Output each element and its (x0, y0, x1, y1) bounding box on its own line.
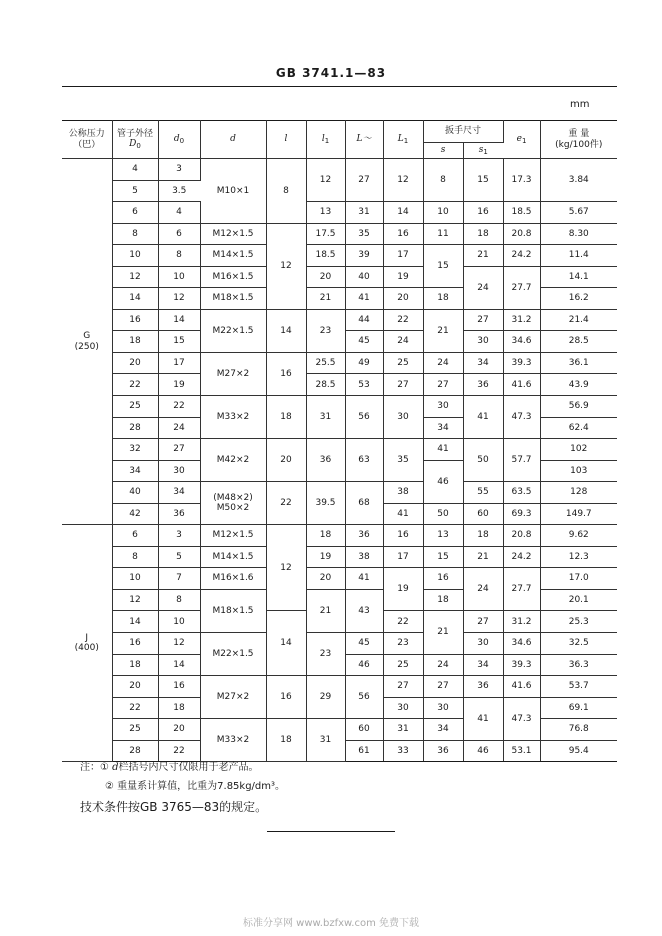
cell-l1: 28.5 (306, 374, 345, 396)
cell-s1: 30 (463, 331, 503, 353)
cell-l1: 18 (306, 525, 345, 547)
cell-e1: 63.5 (503, 482, 540, 504)
cell-L1: 14 (383, 202, 423, 224)
cell-l: 18 (266, 719, 306, 762)
cell-weight: 102 (540, 439, 617, 461)
cell-e1: 20.8 (503, 223, 540, 245)
note-1: 注：① d栏括号内尺寸仅限用于老产品。 (80, 762, 259, 773)
cell-s: 11 (423, 223, 463, 245)
header-l: l (266, 121, 306, 159)
cell-L: 41 (345, 568, 383, 590)
standard-code: GB 3741.1—83 (275, 66, 387, 80)
cell-L: 38 (345, 546, 383, 568)
table-row (62, 352, 617, 374)
cell-d0: 3 (158, 525, 200, 547)
cell-e1: 27.7 (503, 266, 540, 309)
table-row (62, 633, 617, 655)
cell-L: 40 (345, 266, 383, 288)
cell-weight: 28.5 (540, 331, 617, 353)
cell-e1: 57.7 (503, 439, 540, 482)
cell-e1: 69.3 (503, 503, 540, 525)
cell-L: 61 (345, 740, 383, 762)
watermark: 标准分享网 www.bzfxw.com 免费下载 (243, 918, 419, 929)
cell-s1: 18 (463, 223, 503, 245)
cell-s: 8 (423, 159, 463, 202)
cell-l1: 31 (306, 396, 345, 439)
cell-e1: 47.3 (503, 697, 540, 740)
cell-e1: 31.2 (503, 309, 540, 331)
cell-d0: 34 (158, 482, 200, 504)
cell-e1: 20.8 (503, 525, 540, 547)
cell-e1: 41.6 (503, 374, 540, 396)
table-row (62, 482, 617, 504)
cell-s1: 36 (463, 676, 503, 698)
cell-weight: 12.3 (540, 546, 617, 568)
cell-d: M27×2 (200, 676, 266, 719)
cell-l: 8 (266, 159, 306, 224)
cell-pipe-od: 22 (112, 374, 158, 396)
cell-d0: 18 (158, 697, 200, 719)
cell-d: M10×1 (200, 159, 266, 224)
cell-pipe-od: 6 (112, 202, 158, 224)
table-row (62, 676, 617, 698)
cell-pipe-od: 10 (112, 568, 158, 590)
cell-s: 36 (423, 740, 463, 762)
cell-d0: 4 (158, 202, 200, 224)
cell-d0: 16 (158, 676, 200, 698)
cell-e1: 34.6 (503, 633, 540, 655)
cell-L1: 27 (383, 374, 423, 396)
cell-e1: 17.3 (503, 159, 540, 202)
cell-d: M12×1.5 (200, 525, 266, 547)
cell-pipe-od: 18 (112, 331, 158, 353)
cell-d0: 5 (158, 546, 200, 568)
cell-L: 31 (345, 202, 383, 224)
cell-l: 14 (266, 611, 306, 676)
cell-l: 12 (266, 223, 306, 309)
cell-d0: 22 (158, 396, 200, 418)
cell-s: 21 (423, 611, 463, 654)
cell-weight: 16.2 (540, 288, 617, 310)
cell-L: 39 (345, 245, 383, 267)
cell-l1: 29 (306, 676, 345, 719)
header-L-approx: L～ (345, 121, 383, 159)
cell-weight: 43.9 (540, 374, 617, 396)
cell-L1: 17 (383, 245, 423, 267)
cell-s1: 21 (463, 546, 503, 568)
cell-pipe-od: 18 (112, 654, 158, 676)
cell-e1: 31.2 (503, 611, 540, 633)
cell-d0: 17 (158, 352, 200, 374)
cell-s1: 41 (463, 396, 503, 439)
cell-l1: 19 (306, 546, 345, 568)
cell-s: 13 (423, 525, 463, 547)
header-l1: $l_1$ (306, 121, 345, 159)
table-row (62, 546, 617, 568)
cell-L: 53 (345, 374, 383, 396)
cell-e1: 27.7 (503, 568, 540, 611)
cell-weight: 21.4 (540, 309, 617, 331)
cell-weight: 17.0 (540, 568, 617, 590)
cell-L: 68 (345, 482, 383, 525)
header-s: s (423, 143, 463, 159)
cell-l: 14 (266, 309, 306, 352)
cell-d0: 8 (158, 245, 200, 267)
cell-e1: 41.6 (503, 676, 540, 698)
cell-s: 50 (423, 503, 463, 525)
cell-d0: 19 (158, 374, 200, 396)
header-wrench: 扳手尺寸 (423, 121, 503, 143)
cell-d0: 24 (158, 417, 200, 439)
cell-d: M22×1.5 (200, 633, 266, 676)
table-row (62, 525, 617, 547)
cell-l: 20 (266, 439, 306, 482)
cell-s: 30 (423, 396, 463, 418)
cell-d: (M48×2) M50×2 (200, 482, 266, 525)
cell-pipe-od: 14 (112, 288, 158, 310)
cell-pipe-od: 20 (112, 676, 158, 698)
cell-l: 16 (266, 676, 306, 719)
cell-weight: 56.9 (540, 396, 617, 418)
cell-weight: 149.7 (540, 503, 617, 525)
cell-weight: 14.1 (540, 266, 617, 288)
header-L1: $L_1$ (383, 121, 423, 159)
cell-d0: 12 (158, 288, 200, 310)
cell-weight: 32.5 (540, 633, 617, 655)
header-e1: $e_1$ (503, 121, 540, 159)
cell-pipe-od: 12 (112, 266, 158, 288)
table-row (62, 439, 617, 461)
cell-s: 46 (423, 460, 463, 503)
cell-L1: 25 (383, 352, 423, 374)
cell-weight: 11.4 (540, 245, 617, 267)
header-rule (62, 86, 617, 87)
cell-L1: 20 (383, 288, 423, 310)
cell-d0: 14 (158, 654, 200, 676)
cell-pipe-od: 16 (112, 309, 158, 331)
cell-weight: 53.7 (540, 676, 617, 698)
cell-L1: 22 (383, 309, 423, 331)
cell-L: 46 (345, 654, 383, 676)
cell-s: 15 (423, 245, 463, 288)
cell-s: 21 (423, 309, 463, 352)
cell-L: 27 (345, 159, 383, 202)
cell-s: 27 (423, 676, 463, 698)
cell-d0: 12 (158, 633, 200, 655)
cell-L1: 30 (383, 396, 423, 439)
cell-s1: 15 (463, 159, 503, 202)
cell-pipe-od: 28 (112, 417, 158, 439)
cell-L1: 16 (383, 525, 423, 547)
table-row (62, 568, 617, 590)
cell-l1: 20 (306, 266, 345, 288)
cell-d0: 7 (158, 568, 200, 590)
cell-weight: 5.67 (540, 202, 617, 224)
end-rule (267, 831, 395, 832)
dimension-table (62, 120, 617, 762)
cell-d0: 27 (158, 439, 200, 461)
cell-pipe-od: 14 (112, 611, 158, 633)
cell-d: M18×1.5 (200, 589, 266, 632)
cell-weight: 9.62 (540, 525, 617, 547)
cell-s1: 46 (463, 740, 503, 762)
cell-s: 24 (423, 352, 463, 374)
cell-l: 12 (266, 525, 306, 611)
cell-pipe-od: 32 (112, 439, 158, 461)
cell-e1: 53.1 (503, 740, 540, 762)
cell-L: 44 (345, 309, 383, 331)
cell-weight: 128 (540, 482, 617, 504)
cell-s1: 50 (463, 439, 503, 482)
header-d0: $d_0$ (158, 121, 200, 159)
cell-L1: 12 (383, 159, 423, 202)
cell-s: 27 (423, 374, 463, 396)
cell-l1: 25.5 (306, 352, 345, 374)
cell-d: M18×1.5 (200, 288, 266, 310)
cell-s1: 24 (463, 266, 503, 309)
cell-s: 18 (423, 589, 463, 611)
cell-weight: 36.3 (540, 654, 617, 676)
cell-pipe-od: 20 (112, 352, 158, 374)
cell-pipe-od: 8 (112, 223, 158, 245)
cell-s: 10 (423, 202, 463, 224)
cell-L: 45 (345, 633, 383, 655)
cell-d: M33×2 (200, 719, 266, 762)
cell-s1: 18 (463, 525, 503, 547)
cell-d0: 6 (158, 223, 200, 245)
cell-weight: 25.3 (540, 611, 617, 633)
header-weight: 重 量 (kg/100件) (540, 121, 617, 159)
cell-s: 16 (423, 568, 463, 590)
cell-s1: 36 (463, 374, 503, 396)
cell-e1: 47.3 (503, 396, 540, 439)
cell-s1: 21 (463, 245, 503, 267)
header-pipe-od: 管子外径 $D_0$ (112, 121, 158, 159)
cell-l1: 12 (306, 159, 345, 202)
table-row (62, 202, 617, 224)
cell-pipe-od: 6 (112, 525, 158, 547)
cell-e1: 39.3 (503, 654, 540, 676)
cell-weight: 8.30 (540, 223, 617, 245)
cell-L1: 19 (383, 568, 423, 611)
group-label: G (250) (62, 159, 112, 525)
cell-weight: 36.1 (540, 352, 617, 374)
cell-L: 45 (345, 331, 383, 353)
cell-L: 43 (345, 589, 383, 632)
cell-l1: 31 (306, 719, 345, 762)
cell-L1: 17 (383, 546, 423, 568)
cell-d: M14×1.5 (200, 546, 266, 568)
cell-L: 36 (345, 525, 383, 547)
cell-L: 56 (345, 396, 383, 439)
cell-l1: 23 (306, 633, 345, 676)
cell-s1: 27 (463, 309, 503, 331)
cell-l1: 13 (306, 202, 345, 224)
cell-L: 41 (345, 288, 383, 310)
table-row (62, 266, 617, 288)
cell-d0: 3 (158, 159, 200, 181)
cell-l1: 23 (306, 309, 345, 352)
cell-s: 30 (423, 697, 463, 719)
cell-d0: 10 (158, 611, 200, 633)
cell-L: 60 (345, 719, 383, 741)
cell-weight: 76.8 (540, 719, 617, 741)
cell-d0: 30 (158, 460, 200, 482)
cell-e1: 24.2 (503, 245, 540, 267)
cell-pipe-od: 16 (112, 633, 158, 655)
cell-pipe-od: 8 (112, 546, 158, 568)
cell-l: 18 (266, 396, 306, 439)
cell-l1: 39.5 (306, 482, 345, 525)
cell-s1: 34 (463, 654, 503, 676)
note-2: ② 重量系计算值，比重为7.85kg/dm³。 (105, 781, 286, 792)
cell-s1: 30 (463, 633, 503, 655)
cell-s1: 41 (463, 697, 503, 740)
header-d: d (200, 121, 266, 159)
cell-pipe-od: 22 (112, 697, 158, 719)
cell-d: M16×1.5 (200, 266, 266, 288)
table-row (62, 374, 617, 396)
cell-s1: 27 (463, 611, 503, 633)
cell-d0: 36 (158, 503, 200, 525)
cell-l1: 18.5 (306, 245, 345, 267)
cell-l: 22 (266, 482, 306, 525)
cell-d: M22×1.5 (200, 309, 266, 352)
cell-L1: 22 (383, 611, 423, 633)
cell-s: 18 (423, 288, 463, 310)
header-s1: $s_1$ (463, 143, 503, 159)
cell-s1: 55 (463, 482, 503, 504)
cell-pipe-od: 28 (112, 740, 158, 762)
cell-L1: 35 (383, 439, 423, 482)
cell-pipe-od: 25 (112, 396, 158, 418)
cell-pipe-od: 5 (112, 180, 158, 202)
cell-L1: 19 (383, 266, 423, 288)
cell-s: 34 (423, 719, 463, 741)
cell-d: M27×2 (200, 352, 266, 395)
cell-L1: 38 (383, 482, 423, 504)
cell-d: M16×1.6 (200, 568, 266, 590)
cell-d0: 10 (158, 266, 200, 288)
cell-weight: 3.84 (540, 159, 617, 202)
cell-d: M14×1.5 (200, 245, 266, 267)
cell-pipe-od: 40 (112, 482, 158, 504)
cell-d0: 22 (158, 740, 200, 762)
cell-pipe-od: 4 (112, 159, 158, 181)
cell-l1: 21 (306, 288, 345, 310)
cell-s: 15 (423, 546, 463, 568)
cell-s1: 24 (463, 568, 503, 611)
table-row (62, 309, 617, 331)
cell-s: 24 (423, 654, 463, 676)
cell-l1: 17.5 (306, 223, 345, 245)
cell-weight: 69.1 (540, 697, 617, 719)
cell-L: 35 (345, 223, 383, 245)
cell-weight: 103 (540, 460, 617, 482)
cell-weight: 20.1 (540, 589, 617, 611)
group-label: J (400) (62, 525, 112, 762)
cell-L1: 31 (383, 719, 423, 741)
cell-L1: 30 (383, 697, 423, 719)
cell-pipe-od: 10 (112, 245, 158, 267)
header-pressure: 公称压力（巴） (62, 121, 112, 159)
cell-weight: 95.4 (540, 740, 617, 762)
cell-d0: 14 (158, 309, 200, 331)
cell-L1: 25 (383, 654, 423, 676)
table-row (62, 245, 617, 267)
cell-L1: 41 (383, 503, 423, 525)
cell-d0: 3.5 (158, 180, 200, 202)
cell-d: M12×1.5 (200, 223, 266, 245)
cell-d: M42×2 (200, 439, 266, 482)
tech-conditions: 技术条件按GB 3765—83的规定。 (80, 800, 268, 814)
cell-d: M33×2 (200, 396, 266, 439)
cell-s1: 34 (463, 352, 503, 374)
cell-L1: 23 (383, 633, 423, 655)
unit-label: mm (570, 99, 590, 110)
cell-weight: 62.4 (540, 417, 617, 439)
cell-e1: 34.6 (503, 331, 540, 353)
cell-s1: 60 (463, 503, 503, 525)
cell-L1: 16 (383, 223, 423, 245)
cell-pipe-od: 25 (112, 719, 158, 741)
cell-e1: 24.2 (503, 546, 540, 568)
cell-L1: 33 (383, 740, 423, 762)
cell-l1: 20 (306, 568, 345, 590)
cell-s: 34 (423, 417, 463, 439)
cell-d0: 8 (158, 589, 200, 611)
cell-pipe-od: 42 (112, 503, 158, 525)
cell-L: 56 (345, 676, 383, 719)
cell-d0: 15 (158, 331, 200, 353)
cell-e1: 18.5 (503, 202, 540, 224)
table-row (62, 223, 617, 245)
cell-l: 16 (266, 352, 306, 395)
table-row (62, 396, 617, 418)
cell-d0: 20 (158, 719, 200, 741)
cell-pipe-od: 34 (112, 460, 158, 482)
cell-L1: 24 (383, 331, 423, 353)
notes (80, 758, 285, 817)
cell-L: 63 (345, 439, 383, 482)
cell-e1: 39.3 (503, 352, 540, 374)
cell-L1: 27 (383, 676, 423, 698)
cell-s1: 16 (463, 202, 503, 224)
cell-l1: 36 (306, 439, 345, 482)
table-row (62, 159, 617, 181)
cell-s: 41 (423, 439, 463, 461)
cell-l1: 21 (306, 589, 345, 632)
cell-L: 49 (345, 352, 383, 374)
cell-pipe-od: 12 (112, 589, 158, 611)
